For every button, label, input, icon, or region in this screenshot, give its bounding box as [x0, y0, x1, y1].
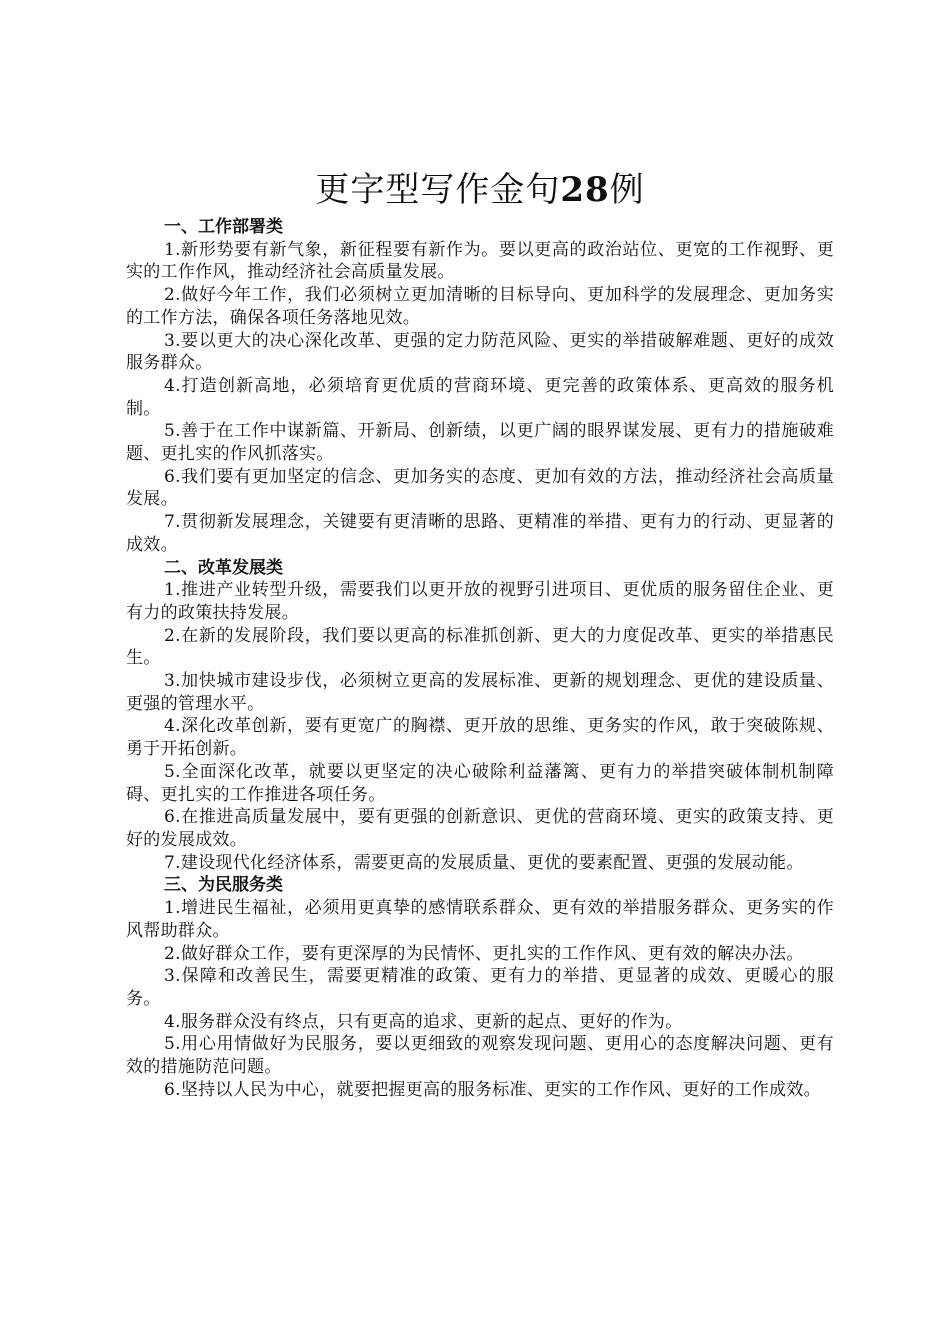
title-number: 28	[560, 170, 610, 210]
list-item: 4.打造创新高地，必须培育更优质的营商环境、更完善的政策体系、更高效的服务机制。	[126, 375, 834, 419]
section-reform-development	[126, 557, 834, 875]
list-item: 3.要以更大的决心深化改革、更强的定力防范风险、更实的举措破解难题、更好的成效服务群众。	[126, 330, 834, 374]
list-item: 6.在推进高质量发展中，要有更强的创新意识、更优的营商环境、更实的政策支持、更好的发展成效。	[126, 807, 834, 850]
list-item: 3.加快城市建设步伐，必须树立更高的发展标准、更新的规划理念、更优的建设质量、更强的管理水平。	[126, 671, 834, 714]
section-work-deployment	[126, 216, 834, 557]
list-item: 6.我们要有更加坚定的信念、更加务实的态度、更加有效的方法，推动经济社会高质量发展。	[126, 466, 834, 510]
document-title	[126, 168, 834, 212]
section-heading: 二、改革发展类	[164, 557, 283, 578]
list-item: 6.坚持以人民为中心，就要把握更高的服务标准、更实的工作作风、更好的工作成效。	[164, 1079, 821, 1100]
list-item: 2.做好群众工作，要有更深厚的为民情怀、更扎实的工作作风、更有效的解决办法。	[164, 943, 804, 964]
list-item: 5.用心用情做好为民服务，要以更细致的观察发现问题、更用心的态度解决问题、更有效的措施防范问题。	[126, 1034, 834, 1078]
title-suffix: 例	[609, 170, 645, 210]
title-text: 更字型写作金句	[315, 170, 561, 210]
list-item: 2.做好今年工作，我们必须树立更加清晰的目标导向、更加科学的发展理念、更加务实的工作方法，确保各项任务落地见效。	[126, 285, 834, 328]
list-item: 1.新形势要有新气象，新征程要有新作为。要以更高的政治站位、更宽的工作视野、更实的工作作风，推动经济社会高质量发展。	[126, 239, 834, 283]
list-item: 4.深化改革创新，要有更宽广的胸襟、更开放的思维、更务实的作风，敢于突破陈规、勇于开拓创新。	[126, 716, 834, 760]
list-item: 7.建设现代化经济体系，需要更高的发展质量、更优的要素配置、更强的发展动能。	[164, 852, 804, 873]
list-item: 2.在新的发展阶段，我们要以更高的标准抓创新、更大的力度促改革、更实的举措惠民生。	[126, 625, 834, 669]
section-heading: 三、为民服务类	[164, 875, 283, 896]
document-page	[126, 168, 834, 1101]
list-item: 7.贯彻新发展理念，关键要有更清晰的思路、更精准的举措、更有力的行动、更显著的成效。	[126, 512, 834, 555]
list-item: 3.保障和改善民生，需要更精准的政策、更有力的举措、更显著的成效、更暖心的服务。	[126, 966, 834, 1009]
list-item: 1.推进产业转型升级，需要我们以更开放的视野引进项目、更优质的服务留住企业、更有力的政策扶持发展。	[126, 580, 834, 623]
list-item: 4.服务群众没有终点，只有更高的追求、更新的起点、更好的作为。	[164, 1011, 683, 1032]
list-item: 5.全面深化改革，就要以更坚定的决心破除利益藩篱、更有力的举措突破体制机制障碍、更扎实的工作推进各项任务。	[126, 761, 834, 805]
section-heading: 一、工作部署类	[164, 217, 283, 237]
list-item: 5.善于在工作中谋新篇、开新局、创新绩，以更广阔的眼界谋发展、更有力的措施破难题、更扎实的作风抓落实。	[126, 421, 834, 465]
list-item: 1.增进民生福祉，必须用更真挚的感情联系群众、更有效的举措服务群众、更务实的作风帮助群众。	[126, 898, 834, 941]
section-serve-people	[126, 874, 834, 1101]
